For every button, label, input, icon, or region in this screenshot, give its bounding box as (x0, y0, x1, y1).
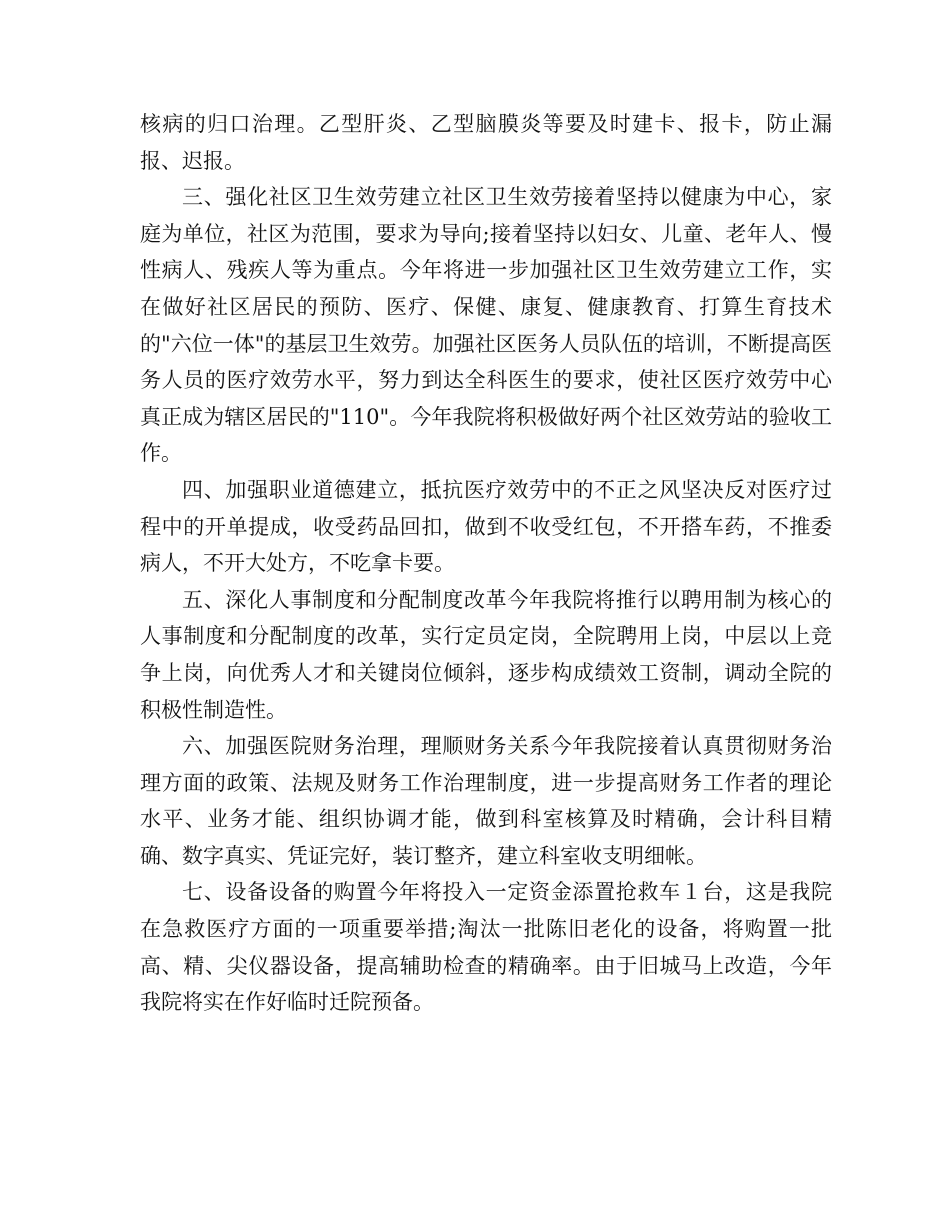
paragraph-section-7: 七、设备设备的购置今年将投入一定资金添置抢救车１台，这是我院在急救医疗方面的一项重要举措;淘汰一批陈旧老化的设备，将购置一批高、精、尖仪器设备，提高辅助检查的精确率。由于旧城马上改造，今年我院将实在作好临时迁院预备。 (140, 880, 832, 1015)
paragraph-section-5: 五、深化人事制度和分配制度改革今年我院将推行以聘用制为核心的人事制度和分配制度的改革，实行定员定岗，全院聘用上岗，中层以上竞争上岗，向优秀人才和关键岗位倾斜，逐步构成绩效工资制，调动全院的积极性制造性。 (140, 587, 832, 722)
paragraph-section-3: 三、强化社区卫生效劳建立社区卫生效劳接着坚持以健康为中心，家庭为单位，社区为范围，要求为导向;接着坚持以妇女、儿童、老年人、慢性病人、残疾人等为重点。今年将进一步加强社区卫生效劳建立工作，实在做好社区居民的预防、医疗、保健、康复、健康教育、打算生育技术的"六位一体"的基层卫生效劳。加强社区医务人员队伍的培训，不断提高医务人员的医疗效劳水平，努力到达全科医生的要求，使社区医疗效劳中心真正成为辖区居民的"110"。今年我院将积极做好两个社区效劳站的验收工作。 (140, 185, 832, 466)
paragraph-section-6: 六、加强医院财务治理，理顺财务关系今年我院接着认真贯彻财务治理方面的政策、法规及财务工作治理制度，进一步提高财务工作者的理论水平、业务才能、组织协调才能，做到科室核算及时精确，会计科目精确、数字真实、凭证完好，装订整齐，建立科室收支明细帐。 (140, 734, 832, 868)
paragraph-section-4: 四、加强职业道德建立，抵抗医疗效劳中的不正之风坚决反对医疗过程中的开单提成，收受药品回扣，做到不收受红包，不开搭车药，不推委病人，不开大处方，不吃拿卡要。 (140, 477, 832, 576)
paragraph-continuation: 核病的归口治理。乙型肝炎、乙型脑膜炎等要及时建卡、报卡，防止漏报、迟报。 (140, 112, 832, 173)
document-page (140, 106, 832, 1021)
